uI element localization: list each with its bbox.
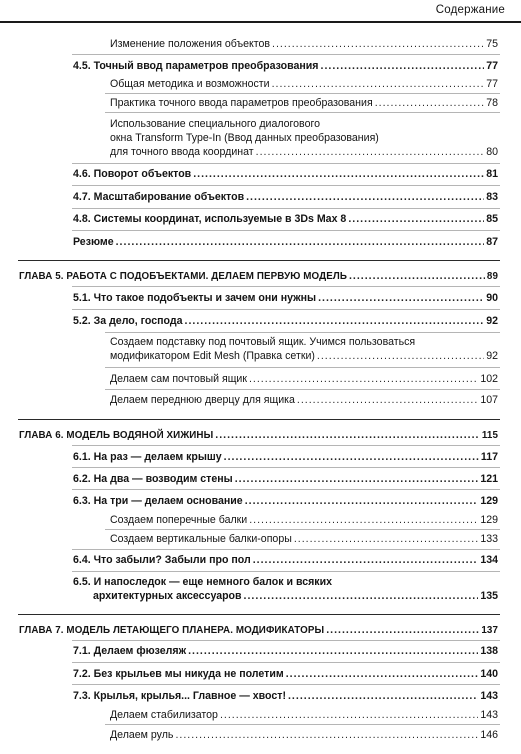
divider <box>72 163 500 164</box>
toc-section[interactable]: 7.3. Крылья, крылья... Главное — хвост! ..... 143 <box>73 690 498 703</box>
page-number: 133 <box>480 533 498 545</box>
divider <box>72 662 500 663</box>
toc-entry[interactable]: Создаем поперечные балки ..... 129 <box>110 514 498 527</box>
page-number: 107 <box>480 394 498 406</box>
page-number: 90 <box>486 292 498 304</box>
toc-section[interactable]: 5.1. Что такое подобъекты и зачем они нужны ..... 90 <box>73 292 498 305</box>
toc-section[interactable]: 6.3. На три — делаем основание ..... 129 <box>73 495 498 508</box>
running-head-title: Содержание <box>435 4 505 16</box>
page-number: 89 <box>486 271 498 282</box>
toc-chapter[interactable]: ГЛАВА 7. МОДЕЛЬ ЛЕТАЮЩЕГО ПЛАНЕРА. МОДИФИКАТОРЫ ..... 137 <box>19 624 498 637</box>
header-rule <box>0 21 521 23</box>
toc-section[interactable]: 6.4. Что забыли? Забыли про пол ..... 134 <box>73 554 498 567</box>
toc-section[interactable]: 7.2. Без крыльев мы никуда не полетим ..... 140 <box>73 668 498 681</box>
divider <box>72 445 500 446</box>
toc-section[interactable]: архитектурных аксессуаров ..... 135 <box>93 590 498 603</box>
page-number: 83 <box>486 191 498 203</box>
chapter-divider <box>18 419 500 420</box>
page-number: 77 <box>486 60 498 72</box>
toc-entry[interactable]: для точного ввода координат ..... 80 <box>110 146 498 159</box>
page-number: 143 <box>480 709 498 721</box>
toc-section[interactable]: 4.7. Масштабирование объектов ..... 83 <box>73 191 498 204</box>
toc-section[interactable]: 4.6. Поворот объектов ..... 81 <box>73 168 498 181</box>
toc-entry-line: Создаем подставку под почтовый ящик. Учимся пользоваться <box>110 336 416 348</box>
page-number: 87 <box>486 236 498 248</box>
chapter-divider <box>18 614 500 615</box>
toc-entry-line: Использование специального диалогового <box>110 118 320 130</box>
toc-entry[interactable]: Делаем сам почтовый ящик ..... 102 <box>110 373 498 386</box>
page-number: 134 <box>480 554 498 566</box>
toc-entry-line: окна Transform Type-In (Ввод данных преобразования) <box>110 132 379 144</box>
toc-entry[interactable]: Практика точного ввода параметров преобразования ..... 78 <box>110 97 498 110</box>
page-number: 102 <box>480 373 498 385</box>
toc-entry[interactable]: модификатором Edit Mesh (Правка сетки) ..... 92 <box>110 350 498 363</box>
divider <box>72 185 500 186</box>
page-number: 92 <box>486 315 498 327</box>
toc-section[interactable]: 4.5. Точный ввод параметров преобразования ..... 77 <box>73 60 498 73</box>
divider <box>72 489 500 490</box>
toc-section-line: 6.5. И напоследок — еще немного балок и всяких <box>73 576 332 588</box>
toc-section[interactable]: 6.2. На два — возводим стены ..... 121 <box>73 473 498 486</box>
page-number: 115 <box>481 430 498 441</box>
page-number: 85 <box>486 213 498 225</box>
page-number: 92 <box>486 350 498 362</box>
page-number: 140 <box>480 668 498 680</box>
toc-section[interactable]: Резюме ..... 87 <box>73 236 498 249</box>
toc-entry[interactable]: Изменение положения объектов ..... 75 <box>110 38 498 51</box>
divider <box>105 332 500 333</box>
page-number: 143 <box>480 690 498 702</box>
toc-chapter[interactable]: ГЛАВА 5. РАБОТА С ПОДОБЪЕКТАМИ. ДЕЛАЕМ ПЕРВУЮ МОДЕЛЬ ..... 89 <box>19 270 498 283</box>
page-number: 117 <box>480 451 498 463</box>
page-number: 146 <box>480 729 498 741</box>
chapter-divider <box>18 260 500 261</box>
page-number: 129 <box>480 514 498 526</box>
divider <box>72 286 500 287</box>
divider <box>72 230 500 231</box>
toc-entry[interactable]: Делаем стабилизатор ..... 143 <box>110 709 498 722</box>
toc-entry[interactable]: Создаем вертикальные балки-опоры ..... 133 <box>110 533 498 546</box>
divider <box>72 208 500 209</box>
divider <box>105 112 500 113</box>
divider <box>72 640 500 641</box>
page-number: 75 <box>486 38 498 50</box>
divider <box>72 571 500 572</box>
divider <box>72 54 500 55</box>
page-number: 135 <box>480 590 498 602</box>
divider <box>72 309 500 310</box>
toc-section[interactable]: 7.1. Делаем фюзеляж ..... 138 <box>73 645 498 658</box>
toc-entry[interactable]: Общая методика и возможности ..... 77 <box>110 78 498 91</box>
divider <box>105 367 500 368</box>
toc-section[interactable]: 5.2. За дело, господа ..... 92 <box>73 315 498 328</box>
toc-entry[interactable]: Делаем руль ..... 146 <box>110 729 498 742</box>
toc-section[interactable]: 6.1. На раз — делаем крышу ..... 117 <box>73 451 498 464</box>
page-number: 138 <box>480 645 498 657</box>
toc-chapter[interactable]: ГЛАВА 6. МОДЕЛЬ ВОДЯНОЙ ХИЖИНЫ ..... 115 <box>19 429 498 442</box>
toc-entry[interactable]: Делаем переднюю дверцу для ящика ..... 107 <box>110 394 498 407</box>
divider <box>72 549 500 550</box>
page-number: 129 <box>480 495 498 507</box>
page-number: 78 <box>486 97 498 109</box>
page-number: 121 <box>480 473 498 485</box>
divider <box>72 684 500 685</box>
divider <box>105 93 500 94</box>
divider <box>105 724 500 725</box>
divider <box>72 467 500 468</box>
page-number: 77 <box>486 78 498 90</box>
toc-section[interactable]: 4.8. Системы координат, используемые в 3Ds Max 8 ..... 85 <box>73 213 498 226</box>
divider <box>105 529 500 530</box>
page-header <box>0 0 521 22</box>
divider <box>105 389 500 390</box>
page-number: 80 <box>486 146 498 158</box>
page-number: 137 <box>481 625 498 636</box>
page-number: 81 <box>486 168 498 180</box>
